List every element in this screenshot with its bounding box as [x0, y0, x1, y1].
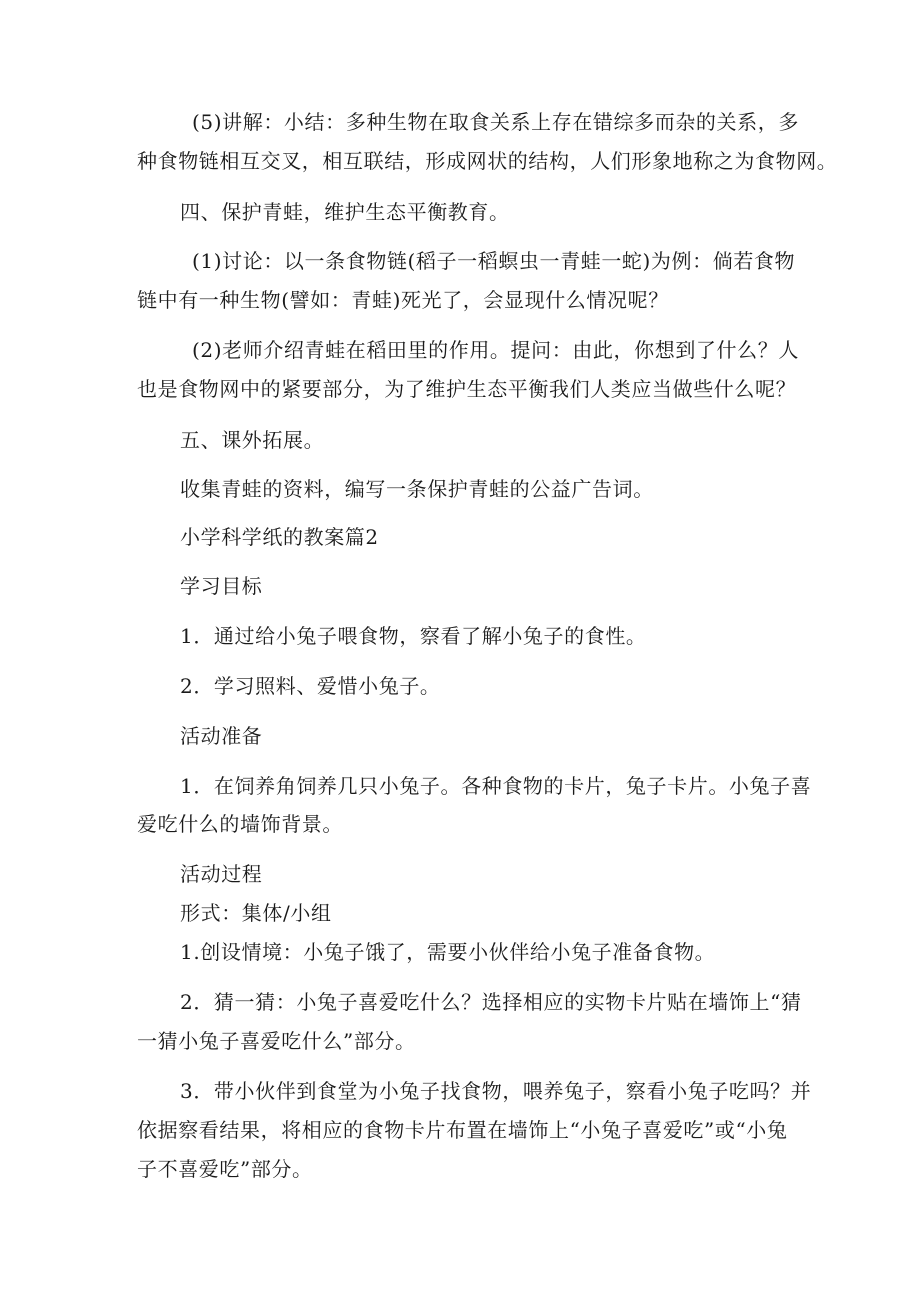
text-line: 一猜小兔子喜爱吃什么”部分。 [137, 1029, 416, 1053]
section-heading: 活动过程 [180, 862, 263, 886]
list-item: 1.创设情境：小兔子饿了，需要小伙伴给小兔子准备食物。 [180, 940, 716, 964]
text-line: 依据察看结果，将相应的食物卡片布置在墙饰上“小兔子喜爱吃”或“小兔 [137, 1118, 788, 1142]
article-title: 小学科学纸的教案篇2 [180, 525, 379, 549]
section-heading: 学习目标 [180, 574, 263, 598]
list-item: 3．带小伙伴到食堂为小兔子找食物，喂养兔子，察看小兔子吃吗？并 [180, 1079, 812, 1103]
text-line: (5)讲解：小结：多种生物在取食关系上存在错综多而杂的关系，多 [192, 110, 799, 134]
text-line: 种食物链相互交叉，相互联结，形成网状的结构，人们形象地称之为食物网。 [137, 149, 838, 173]
text-line: (2)老师介绍青蛙在稻田里的作用。提问：由此，你想到了什么？人 [192, 338, 799, 362]
text-line: 链中有一种生物(譬如：青蛙)死光了，会显现什么情况呢？ [137, 288, 669, 312]
list-item: 2．学习照料、爱惜小兔子。 [180, 674, 441, 698]
section-heading: 活动准备 [180, 724, 263, 748]
list-item: 1．在饲养角饲养几只小兔子。各种食物的卡片，兔子卡片。小兔子喜 [180, 774, 812, 798]
section-heading: 五、课外拓展。 [180, 428, 325, 452]
text-line: (1)讨论：以一条食物链(稻子一稻螟虫一青蛙一蛇)为例：倘若食物 [192, 249, 796, 273]
text-line: 也是食物网中的紧要部分，为了维护生态平衡我们人类应当做些什么呢？ [137, 377, 797, 401]
text-line: 形式：集体/小组 [180, 901, 332, 925]
section-heading: 四、保护青蛙，维护生态平衡教育。 [180, 200, 510, 224]
text-line: 爱吃什么的墙饰背景。 [137, 812, 343, 836]
text-line: 子不喜爱吃”部分。 [137, 1157, 313, 1181]
list-item: 1．通过给小兔子喂食物，察看了解小兔子的食性。 [180, 624, 647, 648]
text-line: 收集青蛙的资料，编写一条保护青蛙的公益广告词。 [180, 477, 654, 501]
list-item: 2．猜一猜：小兔子喜爱吃什么？选择相应的实物卡片贴在墙饰上“猜 [180, 990, 802, 1014]
